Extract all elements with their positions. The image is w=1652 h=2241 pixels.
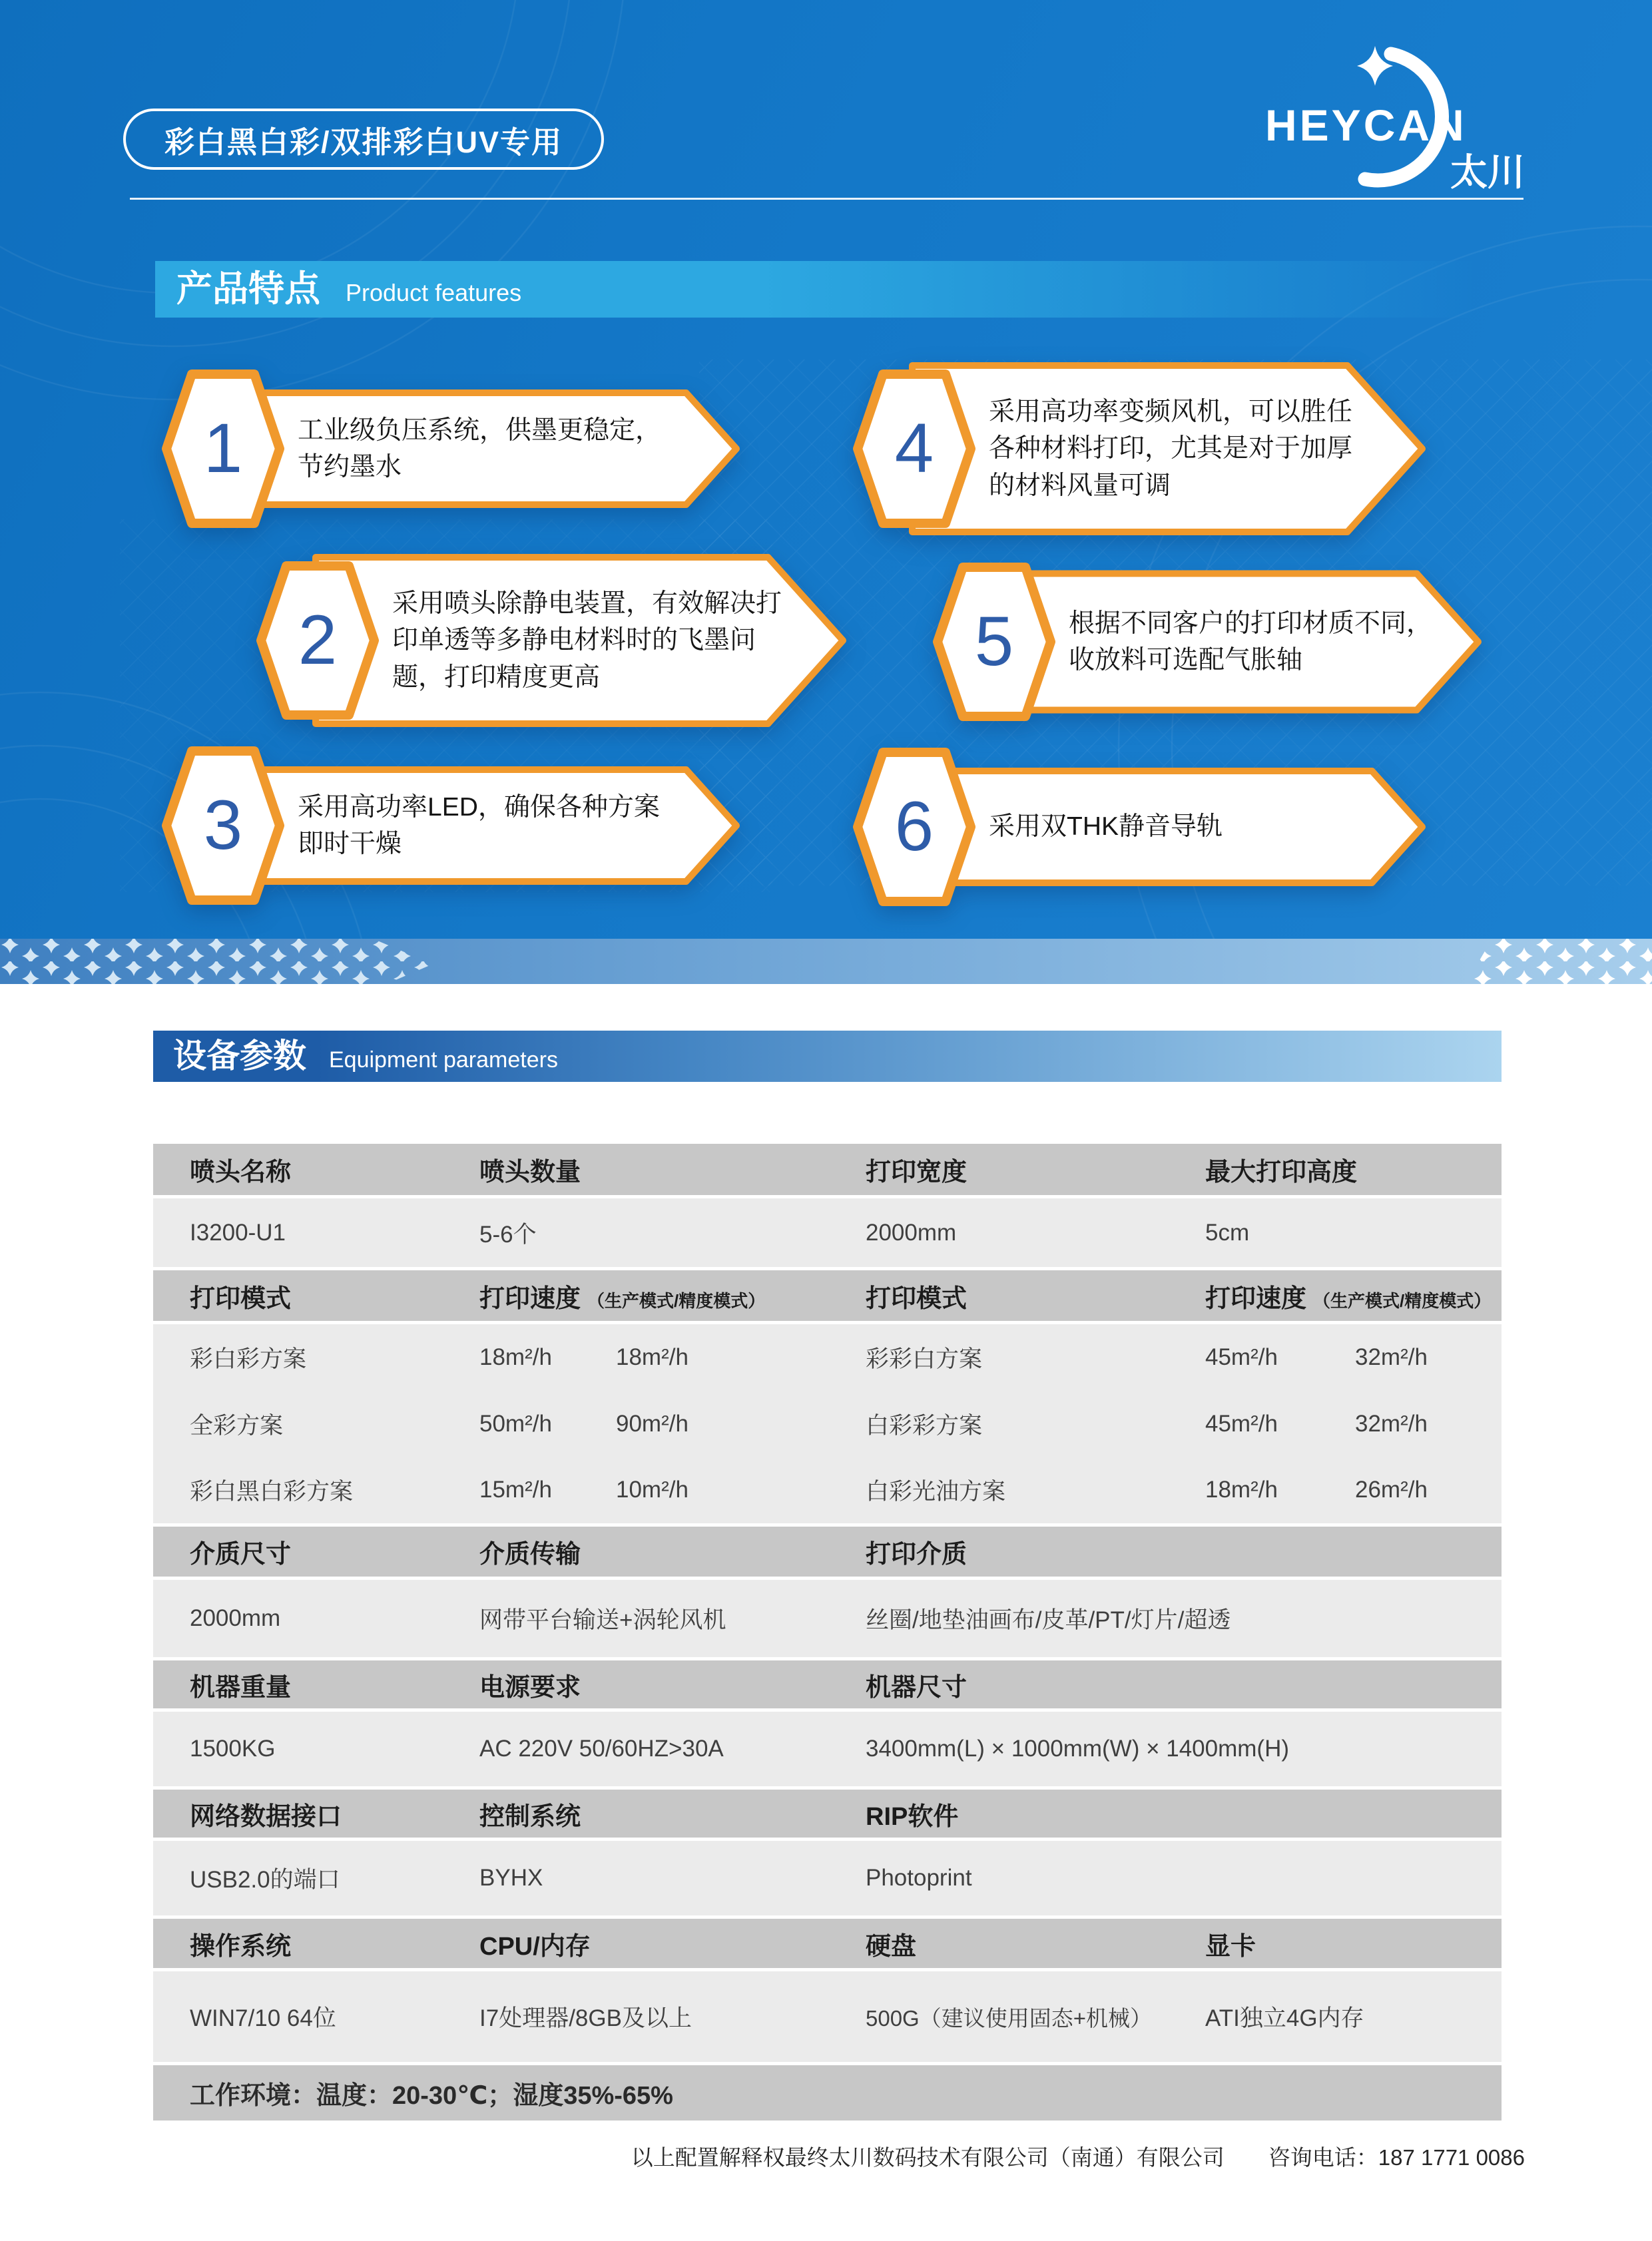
column-header [1169, 1278, 1502, 1314]
column-header: 操作系统 [190, 1932, 292, 1961]
feature-item-2 [256, 551, 851, 730]
table-cell: 白彩光油方案 [866, 1479, 1006, 1505]
table-cell [443, 1411, 829, 1437]
speed-value: 10m²/h [616, 1477, 688, 1503]
table-value-row [153, 1580, 1502, 1657]
section-title-en: Equipment parameters [329, 1047, 558, 1073]
table-cell: USB2.0的端口 [190, 1867, 340, 1893]
column-header: 电源要求 [479, 1673, 581, 1702]
table-row [153, 1391, 1502, 1457]
table-value-row [153, 1198, 1502, 1267]
column-header: 喷头数量 [479, 1158, 581, 1186]
table-cell: 彩白彩方案 [190, 1346, 307, 1372]
speed-value: 90m²/h [616, 1410, 688, 1437]
feature-number: 6 [894, 788, 934, 866]
table-cell: I7处理器/8GB及以上 [479, 2005, 692, 2031]
speed-value: 26m²/h [1355, 1477, 1428, 1503]
equipment-parameters-header [153, 1031, 1502, 1082]
brand-logo [1252, 37, 1538, 213]
table-cell: 全彩方案 [190, 1412, 284, 1439]
column-header-label: 打印速度 [1205, 1284, 1307, 1313]
feature-item-3 [161, 736, 744, 915]
sparkle-pattern-right [1452, 939, 1652, 984]
column-header: 机器重量 [190, 1673, 292, 1702]
speed-value: 50m²/h [479, 1410, 552, 1437]
column-header: 打印模式 [866, 1284, 967, 1313]
table-cell: 2000mm [190, 1605, 281, 1631]
table-header-row [153, 1790, 1502, 1838]
column-header: 控制系统 [479, 1802, 581, 1831]
table-header-row [153, 1660, 1502, 1708]
table-cell: Photoprint [866, 1865, 972, 1891]
column-header: RIP软件 [866, 1802, 959, 1831]
table-cell [1169, 1411, 1502, 1437]
disclaimer-text: 以上配置解释权最终太川数码技术有限公司（南通）有限公司 [631, 2145, 1225, 2170]
table-header-row [153, 1144, 1502, 1195]
parameters-table [153, 1144, 1502, 2120]
table-cell: 彩白黑白彩方案 [190, 1479, 354, 1505]
speed-value: 32m²/h [1355, 1344, 1428, 1370]
table-cell: BYHX [479, 1865, 543, 1891]
table-header-row [153, 1270, 1502, 1321]
column-header: CPU/内存 [479, 1932, 591, 1961]
section-title-en: Product features [346, 279, 522, 306]
table-cell: 500G（建议使用固态+机械） [866, 2005, 1152, 2031]
column-header: 打印模式 [190, 1284, 292, 1313]
speed-value: 18m²/h [1205, 1477, 1278, 1503]
environment-row [153, 2065, 1502, 2120]
column-header [443, 1278, 829, 1314]
table-cell [443, 1344, 829, 1371]
feature-text: 采用高功率LED，确保各种方案即时干燥 [298, 792, 660, 858]
header-divider-line [130, 198, 1523, 200]
speed-value: 18m²/h [479, 1344, 552, 1370]
hero-section [0, 0, 1652, 984]
speed-value: 45m²/h [1205, 1410, 1278, 1437]
feature-number: 2 [298, 601, 338, 679]
product-features-header [155, 261, 1502, 318]
table-cell: I3200-U1 [190, 1219, 286, 1246]
feature-item-6 [852, 737, 1430, 917]
speed-value: 45m²/h [1205, 1344, 1278, 1370]
brand-wordmark: HEYCAN [1265, 101, 1467, 150]
sparkle-pattern-left [0, 939, 433, 984]
table-row [153, 1324, 1502, 1391]
feature-number: 1 [203, 409, 243, 487]
column-header: 打印宽度 [866, 1158, 967, 1186]
column-header: 介质尺寸 [190, 1541, 292, 1569]
table-cell: 5cm [1205, 1219, 1250, 1246]
table-cell: AC 220V 50/60HZ>30A [479, 1736, 724, 1762]
table-header-row [153, 1919, 1502, 1968]
table-cell: 5-6个 [479, 1221, 537, 1248]
table-cell: 白彩彩方案 [866, 1412, 983, 1439]
table-cell: 彩彩白方案 [866, 1346, 983, 1372]
brand-wordmark-cn: 太川 [1450, 151, 1525, 193]
column-header: 显卡 [1205, 1932, 1256, 1961]
column-header: 硬盘 [866, 1932, 917, 1961]
column-header: 网络数据接口 [190, 1802, 342, 1831]
table-cell [1169, 1344, 1502, 1371]
feature-number: 5 [974, 603, 1014, 680]
feature-item-1 [161, 359, 744, 539]
table-cell [443, 1477, 829, 1503]
table-cell: 3400mm(L) × 1000mm(W) × 1400mm(H) [866, 1736, 1289, 1762]
feature-item-5 [932, 552, 1486, 732]
feature-item-4 [852, 359, 1430, 539]
table-cell: 网带平台输送+涡轮风机 [479, 1607, 726, 1633]
environment-text: 工作环境：温度：20-30℃；湿度35%-65% [190, 2082, 673, 2110]
feature-text: 根据不同客户的打印材质不同，收放料可选配气胀轴 [1069, 609, 1433, 674]
column-header: 机器尺寸 [866, 1673, 967, 1702]
footer [153, 2140, 1525, 2172]
table-cell: ATI独立4G内存 [1205, 2005, 1364, 2031]
column-header-note: （生产模式/精度模式） [587, 1290, 766, 1311]
feature-text: 工业级负压系统，供墨更稳定，节约墨水 [298, 415, 662, 481]
table-cell: 丝圈/地垫油画布/皮革/PT/灯片/超透 [866, 1607, 1231, 1633]
table-row [153, 1457, 1502, 1523]
table-value-row [153, 1712, 1502, 1786]
phone-text: 咨询电话：187 1771 0086 [1268, 2145, 1525, 2170]
section-title-cn: 设备参数 [173, 1037, 306, 1075]
feature-text: 采用双THK静音导轨 [989, 812, 1223, 842]
speed-value: 18m²/h [616, 1344, 688, 1370]
column-header: 喷头名称 [190, 1158, 292, 1186]
table-value-row [153, 1971, 1502, 2062]
product-line-badge: 彩白黑白彩/双排彩白UV专用 [123, 109, 604, 170]
speed-value: 15m²/h [479, 1477, 552, 1503]
feature-text: 采用喷头除静电装置，有效解决打印单透等多静电材料时的飞墨问题，打印精度更高 [392, 589, 782, 692]
feature-number: 3 [203, 786, 243, 864]
table-cell: 1500KG [190, 1736, 276, 1762]
print-speed-rows [153, 1324, 1502, 1523]
speed-value: 32m²/h [1355, 1410, 1428, 1437]
table-header-row [153, 1527, 1502, 1577]
table-value-row [153, 1841, 1502, 1915]
table-cell: 2000mm [866, 1219, 957, 1246]
section-title-cn: 产品特点 [176, 269, 320, 309]
table-cell [1169, 1477, 1502, 1503]
column-header: 介质传输 [479, 1541, 581, 1569]
table-cell: WIN7/10 64位 [190, 2005, 336, 2031]
column-header-note: （生产模式/精度模式） [1313, 1290, 1492, 1311]
feature-number: 4 [894, 409, 934, 487]
feature-text: 采用高功率变频风机，可以胜任各种材料打印，尤其是对于加厚的材料风量可调 [989, 397, 1353, 500]
column-header: 最大打印高度 [1205, 1158, 1358, 1186]
column-header: 打印介质 [866, 1541, 967, 1569]
sparkle-strip [0, 939, 1652, 984]
column-header-label: 打印速度 [479, 1284, 581, 1313]
